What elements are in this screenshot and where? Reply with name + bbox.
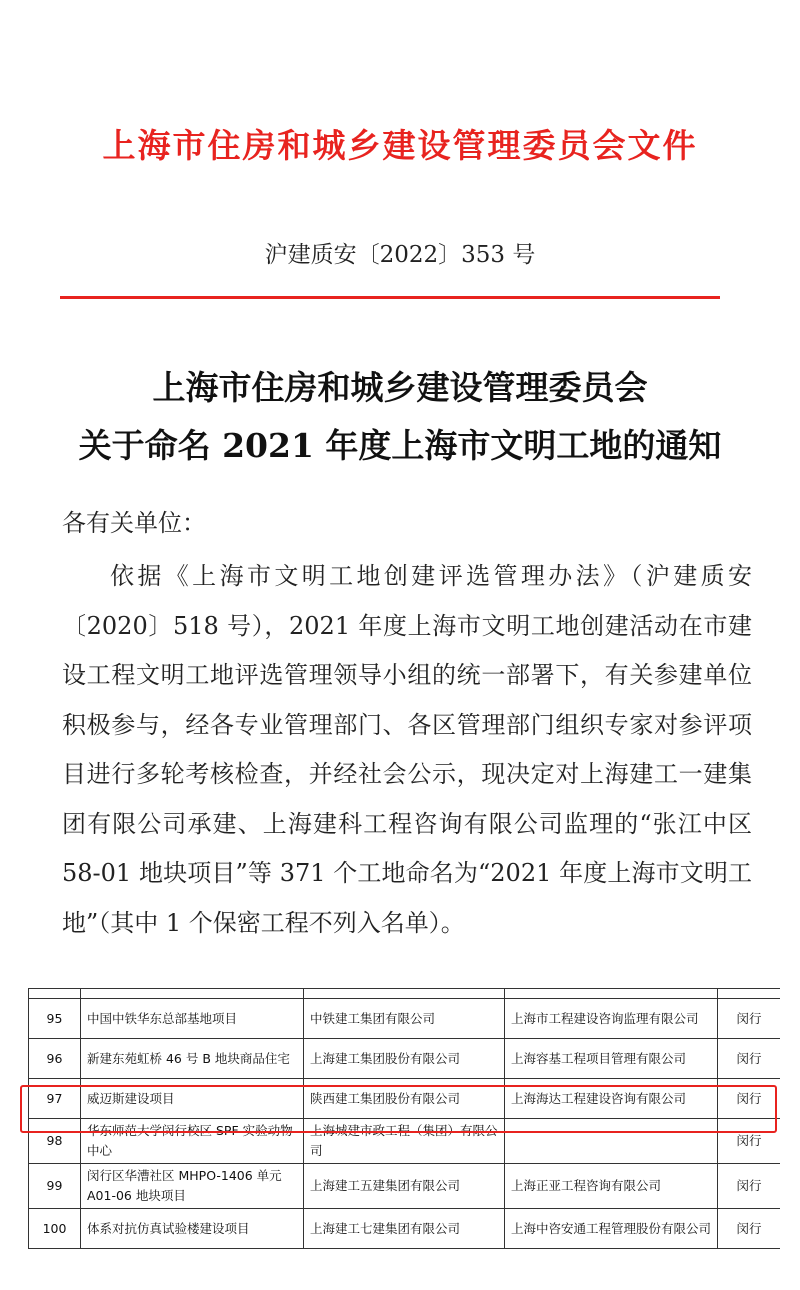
cell-district: 闵行 [718,1079,781,1119]
table-row [29,1039,781,1079]
cell-supervisor: 上海容基工程项目管理有限公司 [505,1039,718,1079]
table-row [29,999,781,1039]
cell-project: 闵行区华漕社区 MHPO-1406 单元 A01-06 地块项目 [81,1164,304,1209]
cell-supervisor: 上海正亚工程咨询有限公司 [505,1164,718,1209]
notice-title-line1: 上海市住房和城乡建设管理委员会 [152,368,648,407]
cell-no: 100 [29,1209,81,1249]
cell-district: 闵行 [718,1039,781,1079]
cell-project: 体系对抗仿真试验楼建设项目 [81,1209,304,1249]
document-header-title: 上海市住房和城乡建设管理委员会文件 [102,126,698,165]
table-row [29,1079,781,1119]
cell-supervisor: 上海中咨安通工程管理股份有限公司 [505,1209,718,1249]
notice-body-paragraph: 依据《上海市文明工地创建评选管理办法》（沪建质安〔2020〕518 号），2021 年度上海市文明工地创建活动在市建设工程文明工地评选管理领导小组的统一部署下，有关参建单位积极参与，经各专业管理部门、各区管理部门组织专家对参评项目进行多轮考核检查，并经社会公示，现决定对上海建工一建集团有限公司承建、上海建科工程咨询有限公司监理的“张江中区 58-01 地块项目”等 371 个工地命名为“2021 年度上海市文明工地”（其中 1 个保密工程不列入名单）。 [62,562,752,937]
cell-district: 闵行 [718,1164,781,1209]
cell-no: 98 [29,1119,81,1164]
cell-contractor: 上海建工七建集团有限公司 [304,1209,505,1249]
cell-district: 闵行 [718,999,781,1039]
cell-district: 闵行 [718,1209,781,1249]
table-row-partial [29,989,781,999]
table-row [29,1164,781,1209]
notice-title-line2: 关于命名 2021 年度上海市文明工地的通知 [78,426,722,465]
cell-district: 闵行 [718,1119,781,1164]
salutation: 各有关单位： [62,509,206,537]
cell-project: 新建东苑虹桥 46 号 B 地块商品住宅 [81,1039,304,1079]
table-row [29,1209,781,1249]
cell-contractor: 上海建工集团股份有限公司 [304,1039,505,1079]
cell-no: 96 [29,1039,81,1079]
cell-supervisor: 上海海达工程建设咨询有限公司 [505,1079,718,1119]
cell-no: 99 [29,1164,81,1209]
cell-supervisor: 上海市工程建设咨询监理有限公司 [505,999,718,1039]
cell-project: 华东师范大学闵行校区 SPF 实验动物中心 [81,1119,304,1164]
cell-project: 中国中铁华东总部基地项目 [81,999,304,1039]
cell-no: 95 [29,999,81,1039]
cell-contractor: 中铁建工集团有限公司 [304,999,505,1039]
cell-contractor: 上海建工五建集团有限公司 [304,1164,505,1209]
document-number: 沪建质安〔2022〕353 号 [264,242,536,268]
cell-project: 威迈斯建设项目 [81,1079,304,1119]
cell-contractor: 上海城建市政工程（集团）有限公司 [304,1119,505,1164]
table-row [29,1119,781,1164]
cell-supervisor [505,1119,718,1164]
project-table [28,988,780,1249]
cell-contractor: 陕西建工集团股份有限公司 [304,1079,505,1119]
project-table-excerpt [28,988,780,1290]
red-divider-line [60,296,720,299]
cell-no: 97 [29,1079,81,1119]
